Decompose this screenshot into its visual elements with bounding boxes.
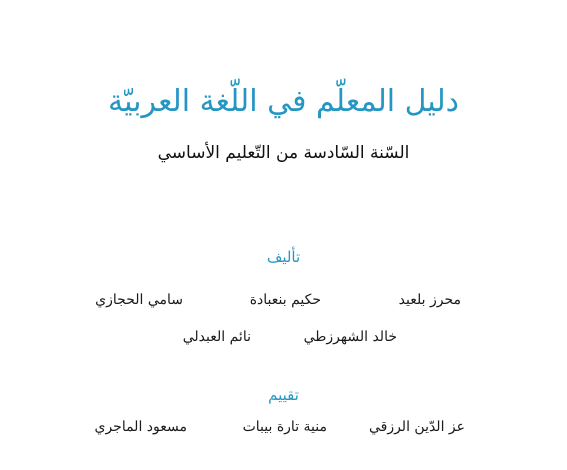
reviewers-heading: تقييم xyxy=(268,386,299,404)
document-subtitle: السّنة السّادسة من التّعليم الأساسي xyxy=(157,143,410,163)
author-name: حكيم بنعبادة xyxy=(249,292,321,308)
author-name: خالد الشهرزطي xyxy=(303,329,397,345)
document-title: دليل المعلّم في اللّغة العربيّة xyxy=(108,84,459,119)
authors-heading: تأليف xyxy=(266,248,301,266)
author-name: نائم العبدلي xyxy=(182,329,251,345)
reviewer-name: منية تارة بيبات xyxy=(242,419,327,435)
author-name: محرز بلعيد xyxy=(398,292,461,308)
reviewer-name: عز الدّين الرزقي xyxy=(368,419,465,435)
author-name: سامي الحجازي xyxy=(95,292,183,308)
reviewer-name: مسعود الماجري xyxy=(94,419,187,435)
